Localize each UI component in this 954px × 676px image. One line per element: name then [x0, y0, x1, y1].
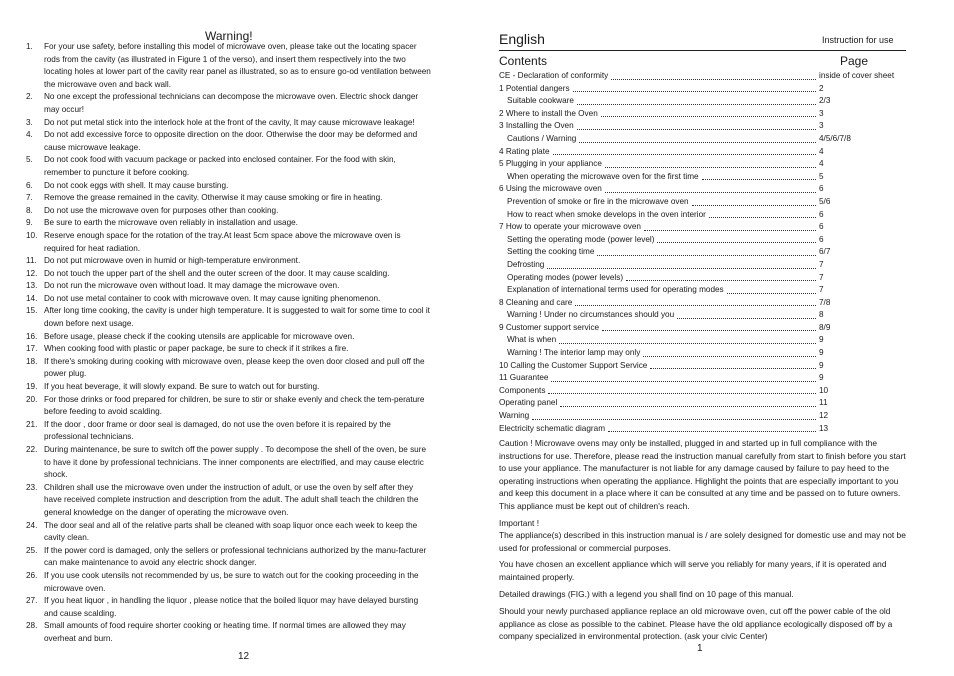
- warning-item-number: 17.: [26, 344, 38, 354]
- toc-dot-leader: [532, 419, 816, 420]
- warning-list: [26, 41, 432, 646]
- warning-item: [26, 117, 432, 130]
- warning-item: [26, 154, 432, 179]
- page-column-heading: Page: [840, 54, 869, 68]
- caution-paragraph: Caution ! Microwave ovens may only be installed, plugged in and started up in full compliance with the instructions for use. Therefore, please read the instruction manual carefully from start to finish before you start to use your appliance. The manufacturer is not liable for any damage caused by failure to pay heed to the operating instructions when operating the appliance. Highlight the points that are especially important to you and keep this document in a place where it can be consulted at any time and be passed on to future owners. This appliance must be kept out of children's reach.: [499, 438, 906, 511]
- toc-entry-label: Operating modes (power levels): [507, 272, 624, 282]
- toc-entry-page: 8: [819, 310, 824, 320]
- toc-entry: [499, 183, 909, 196]
- warning-item: [26, 482, 432, 520]
- toc-entry-page: 5: [819, 171, 824, 181]
- warning-item-number: 23.: [26, 482, 38, 492]
- choice-paragraph: You have chosen an excellent appliance which will serve you reliably for many years, if it is operated and maintained properly.: [499, 559, 887, 582]
- toc-entry-page: 4: [819, 159, 824, 169]
- warning-item-text: If the power cord is damaged, only the sellers or professional technicians authorized by the manu-facturer can make maintenance to avoid any electric shock danger.: [44, 545, 427, 568]
- warning-item: [26, 192, 432, 205]
- toc-dot-leader: [560, 406, 816, 407]
- warning-item-number: 22.: [26, 445, 38, 454]
- toc-entry-label: 4 Rating plate: [499, 146, 550, 156]
- warning-item-text: Do not run the microwave oven without load. It may damage the microwave oven.: [44, 281, 340, 291]
- toc-entry: [499, 95, 909, 108]
- toc-entry: [499, 108, 909, 121]
- warning-item-text: Do not cook eggs with shell. It may cause bursting.: [44, 180, 229, 190]
- toc-entry-label: When operating the microwave oven for the first time: [507, 171, 699, 181]
- warning-item-number: 8.: [26, 205, 33, 215]
- toc-entry-page: 4/5/6/7/8: [819, 133, 851, 143]
- toc-entry: [499, 334, 909, 347]
- toc-entry-label: 7 How to operate your microwave oven: [499, 222, 641, 232]
- toc-entry-page: 13: [819, 423, 829, 433]
- toc-dot-leader: [644, 230, 816, 231]
- header-rule: [499, 50, 906, 51]
- warning-item-number: 25.: [26, 545, 38, 555]
- warning-item-number: 2.: [26, 92, 33, 102]
- toc-entry-label: 1 Potential dangers: [499, 83, 570, 93]
- warning-item: [26, 230, 432, 255]
- toc-entry: [499, 272, 909, 285]
- toc-dot-leader: [605, 192, 816, 193]
- toc-entry: [499, 196, 909, 209]
- toc-entry-page: 6: [819, 222, 824, 232]
- warning-item-number: 1.: [26, 42, 33, 51]
- warning-item-number: 5.: [26, 155, 33, 165]
- toc-entry-page: 9: [819, 360, 824, 370]
- toc-entry: [499, 133, 909, 146]
- toc-entry-label: 3 Installing the Oven: [499, 121, 574, 131]
- drawings-paragraph: Detailed drawings (FIG.) with a legend you shall find on 10 page of this manual.: [499, 589, 794, 599]
- toc-entry: [499, 397, 909, 410]
- table-of-contents: [499, 70, 909, 435]
- toc-entry: [499, 221, 909, 234]
- toc-entry: [499, 259, 909, 272]
- warning-item-text: Do not cook food with vacuum package or packed into enclosed container. For the food with skin, remember to puncture it before cooking.: [44, 155, 396, 177]
- warning-item-text: If you heat liquor , in handling the liquor , please notice that the boiled liquor may have delayed bursting and cause scalding.: [44, 596, 419, 618]
- warning-item-number: 11.: [26, 256, 37, 266]
- toc-dot-leader: [650, 368, 816, 369]
- warning-item-number: 18.: [26, 356, 38, 366]
- toc-entry: [499, 347, 909, 360]
- toc-entry-label: Warning ! The interior lamp may only: [507, 348, 641, 358]
- warning-item-number: 26.: [26, 570, 38, 580]
- toc-entry-label: How to react when smoke develops in the oven interior: [507, 209, 706, 219]
- warning-item: [26, 255, 432, 268]
- warning-item-text: For your use safety, before installing this model of microwave oven, please take out the locating spacer rods from the cavity (as illustrated in Figure 1 of the verso), and insert them respectively into the two locating holes at lower part of the cavity rear panel as illustrated, so as to ensure go-od ventilation between the microwave oven and back wall.: [44, 42, 431, 89]
- toc-entry-label: 5 Plugging in your appliance: [499, 159, 602, 169]
- toc-dot-leader: [575, 305, 816, 306]
- toc-dot-leader: [709, 217, 816, 218]
- warning-item-number: 9.: [26, 218, 33, 228]
- toc-dot-leader: [597, 255, 816, 256]
- toc-dot-leader: [547, 268, 816, 269]
- warning-item: [26, 91, 432, 116]
- toc-entry-label: 6 Using the microwave oven: [499, 184, 602, 194]
- toc-entry-page: 2/3: [819, 96, 831, 106]
- warning-item-number: 12.: [26, 268, 38, 278]
- toc-entry-label: Setting the operating mode (power level): [507, 234, 655, 244]
- toc-entry-label: Warning ! Under no circumstances should you: [507, 310, 675, 320]
- toc-dot-leader: [577, 104, 816, 105]
- warning-item: [26, 419, 432, 444]
- toc-entry: [499, 309, 909, 322]
- important-label: Important !: [499, 518, 540, 528]
- toc-entry-label: 8 Cleaning and care: [499, 297, 573, 307]
- warning-item-number: 10.: [26, 230, 38, 240]
- toc-entry-label: What is when: [507, 335, 557, 345]
- toc-entry-label: Suitable cookware: [507, 96, 574, 106]
- toc-entry-label: Defrosting: [507, 259, 545, 269]
- warning-item: [26, 545, 432, 570]
- warning-item-number: 13.: [26, 281, 38, 291]
- warning-item-text: Be sure to earth the microwave oven reliably in installation and usage.: [44, 218, 298, 228]
- manual-subtitle: Instruction for use: [822, 35, 894, 45]
- toc-entry: [499, 158, 909, 171]
- toc-entry-page: 7/8: [819, 297, 831, 307]
- toc-entry-page: 3: [819, 108, 824, 118]
- toc-entry-label: Operating panel: [499, 398, 558, 408]
- warning-item: [26, 41, 432, 91]
- toc-dot-leader: [611, 79, 816, 80]
- toc-entry-label: Explanation of international terms used for operating modes: [507, 285, 724, 295]
- toc-entry-page: 9: [819, 335, 824, 345]
- toc-entry-label: 11 Guarantee: [499, 373, 549, 383]
- toc-entry: [499, 360, 909, 373]
- toc-dot-leader: [573, 91, 816, 92]
- important-paragraph: The appliance(s) described in this instruction manual is / are solely designed for domestic use and may not be used for professional or commercial purposes.: [499, 530, 906, 553]
- toc-dot-leader: [643, 356, 816, 357]
- warning-item-text: When cooking food with plastic or paper package, be sure to check if it strikes a fire.: [44, 344, 349, 354]
- warning-item-number: 27.: [26, 596, 38, 606]
- warning-item-text: After long time cooking, the cavity is under high temperature. It is suggested to wait for some time to cool it down before next usage.: [44, 306, 430, 329]
- toc-entry: [499, 70, 909, 83]
- warning-item-number: 4.: [26, 130, 33, 140]
- toc-dot-leader: [551, 381, 816, 382]
- toc-entry-page: 7: [819, 259, 824, 269]
- warning-item-number: 24.: [26, 520, 38, 530]
- toc-entry-page: 8/9: [819, 322, 831, 332]
- warning-item-text: Do not use metal container to cook with microwave oven. It may cause igniting phenomenon.: [44, 293, 381, 303]
- toc-dot-leader: [601, 116, 816, 117]
- toc-dot-leader: [577, 129, 816, 130]
- warning-item-text: Do not put microwave oven in humid or high-temperature environment.: [44, 256, 301, 266]
- replace-paragraph: Should your newly purchased appliance replace an old microwave oven, cut off the power cable of the old appliance as close as possible to the cabinet. Please have the old appliance ecologically disposed off by a company specialized in environmental protection. (ask your civic Center): [499, 606, 893, 642]
- toc-entry-page: 10: [819, 385, 829, 395]
- warning-item-number: 16.: [26, 331, 38, 341]
- warning-item-number: 20.: [26, 394, 38, 404]
- warning-item: [26, 444, 432, 482]
- warning-item-text: Before usage, please check if the cooking utensils are applicable for microwave oven.: [44, 331, 355, 341]
- toc-dot-leader: [605, 167, 816, 168]
- toc-entry-page: 6/7: [819, 247, 831, 257]
- warning-item-text: Children shall use the microwave oven under the instruction of adult, or use the oven by self after they have received complete instruction and description from the adult. The adult shall teach the children the general knowledge on the danger of operating the microwave oven.: [44, 482, 419, 517]
- toc-entry-label: 2 Where to install the Oven: [499, 108, 598, 118]
- warning-item: [26, 180, 432, 193]
- toc-entry-page: 3: [819, 121, 824, 131]
- warning-item-number: 3.: [26, 117, 33, 127]
- warning-item-number: 28.: [26, 621, 38, 631]
- warning-item: [26, 280, 432, 293]
- toc-entry: [499, 410, 909, 423]
- warning-item-number: 21.: [26, 419, 38, 429]
- toc-entry-page: inside of cover sheet: [819, 71, 895, 80]
- language-heading: English: [499, 31, 545, 47]
- toc-entry-page: 9: [819, 348, 824, 358]
- warning-item-text: If you heat beverage, it will slowly expand. Be sure to watch out for bursting.: [44, 382, 320, 392]
- warning-item: [26, 205, 432, 218]
- toc-entry: [499, 284, 909, 297]
- warning-item: [26, 381, 432, 394]
- warning-item: [26, 331, 432, 344]
- right-page: [477, 0, 954, 676]
- warning-item-text: Do not use the microwave oven for purposes other than cooking.: [44, 205, 279, 215]
- warning-item-text: During maintenance, be sure to switch off the power supply . To decompose the shell of the oven, be sure to have it done by professional technicians. The inner components are electrified, and may cause electric shock.: [44, 445, 427, 480]
- toc-entry: [499, 234, 909, 247]
- warning-item-number: 19.: [26, 382, 38, 392]
- toc-entry-page: 4: [819, 146, 824, 156]
- toc-entry-page: 11: [819, 398, 828, 408]
- warning-item: [26, 595, 432, 620]
- toc-entry: [499, 171, 909, 184]
- warning-item: [26, 217, 432, 230]
- warning-item: [26, 305, 432, 330]
- toc-entry-page: 6: [819, 234, 824, 244]
- toc-entry: [499, 120, 909, 133]
- toc-entry-page: 6: [819, 184, 824, 194]
- toc-entry-label: Prevention of smoke or fire in the microwave oven: [507, 196, 689, 206]
- toc-dot-leader: [602, 330, 816, 331]
- toc-dot-leader: [608, 431, 816, 432]
- toc-dot-leader: [727, 293, 816, 294]
- toc-entry-page: 2: [819, 83, 824, 93]
- toc-entry-label: 10 Calling the Customer Support Service: [499, 360, 648, 370]
- warning-item: [26, 394, 432, 419]
- warning-item-number: 15.: [26, 306, 38, 316]
- warning-item-number: 6.: [26, 180, 33, 190]
- toc-entry: [499, 372, 909, 385]
- contents-heading: Contents: [499, 54, 548, 68]
- toc-entry: [499, 322, 909, 335]
- warning-item: [26, 356, 432, 381]
- toc-entry-label: 9 Customer support service: [499, 322, 600, 332]
- warning-item-text: Do not touch the upper part of the shell and the outer screen of the door. It may cause scalding.: [44, 268, 390, 278]
- toc-entry-label: Setting the cooking time: [507, 247, 595, 257]
- toc-entry: [499, 246, 909, 259]
- warning-item: [26, 620, 432, 645]
- toc-entry-label: Cautions / Warning: [507, 133, 577, 143]
- warning-item-text: Small amounts of food require shorter cooking or heating time. If normal times are allowed they may overheat and burn.: [44, 621, 406, 643]
- warning-item: [26, 520, 432, 545]
- toc-dot-leader: [548, 393, 816, 394]
- warning-item: [26, 570, 432, 595]
- toc-entry-page: 9: [819, 373, 824, 383]
- warning-item-text: If there's smoking during cooking with microwave oven, please keep the oven door closed and pull off the power plug.: [44, 356, 425, 379]
- toc-dot-leader: [579, 142, 816, 143]
- toc-entry: [499, 146, 909, 159]
- toc-dot-leader: [702, 179, 816, 180]
- toc-entry-page: 12: [819, 411, 829, 421]
- warning-item-text: No one except the professional technicians can decompose the microwave oven. Electric shock danger may occur!: [44, 92, 419, 114]
- warning-item: [26, 343, 432, 356]
- toc-dot-leader: [657, 242, 816, 243]
- toc-entry: [499, 83, 909, 96]
- toc-dot-leader: [692, 205, 816, 206]
- warning-title: Warning!: [205, 29, 253, 43]
- toc-entry-page: 7: [819, 272, 824, 282]
- toc-entry-label: CE - Declaration of conformity: [499, 71, 609, 80]
- warning-item-number: 7.: [26, 193, 33, 203]
- warning-item: [26, 268, 432, 281]
- page-number: 12: [238, 651, 250, 662]
- warning-item-text: Do not add excessive force to opposite direction on the door. Otherwise the door may be deformed and cause microwave leakage.: [44, 130, 418, 152]
- toc-entry-label: Components: [499, 385, 546, 395]
- toc-entry: [499, 297, 909, 310]
- toc-entry-label: Warning: [499, 411, 530, 421]
- warning-item-text: If the door , door frame or door seal is damaged, do not use the oven before it is repaired by the professional technicians.: [44, 419, 391, 442]
- toc-entry: [499, 385, 909, 398]
- warning-item: [26, 129, 432, 154]
- warning-item-text: The door seal and all of the relative parts shall be cleaned with soap liquor once each week to keep the cavity clean.: [44, 520, 418, 543]
- warning-item-text: Remove the grease remained in the cavity. Otherwise it may cause smoking or fire in heating.: [44, 193, 383, 203]
- toc-dot-leader: [553, 154, 816, 155]
- toc-dot-leader: [626, 280, 816, 281]
- page-number: 1: [697, 643, 703, 654]
- warning-item-text: For those drinks or food prepared for children, be sure to stir or shake evenly and check the tem-perature before feeding to avoid scalding.: [44, 394, 425, 417]
- warning-item: [26, 293, 432, 306]
- toc-entry-page: 6: [819, 209, 824, 219]
- toc-entry-label: Electricity schematic diagram: [499, 423, 606, 433]
- toc-entry-page: 7: [819, 285, 824, 295]
- toc-dot-leader: [559, 343, 816, 344]
- toc-entry-page: 5/6: [819, 196, 831, 206]
- toc-entry: [499, 423, 909, 436]
- warning-item-text: Reserve enough space for the rotation of the tray.At least 5cm space above the microwave oven is required for heat radiation.: [44, 230, 401, 253]
- toc-dot-leader: [677, 318, 816, 319]
- warning-item-text: If you use cook utensils not recommended by us, be sure to watch out for the cooking proceeding in the microwave oven.: [44, 570, 419, 593]
- warning-item-number: 14.: [26, 293, 38, 303]
- toc-entry: [499, 209, 909, 222]
- warning-item-text: Do not put metal stick into the interlock hole at the front of the cavity, It may cause microwave leakage!: [44, 117, 415, 127]
